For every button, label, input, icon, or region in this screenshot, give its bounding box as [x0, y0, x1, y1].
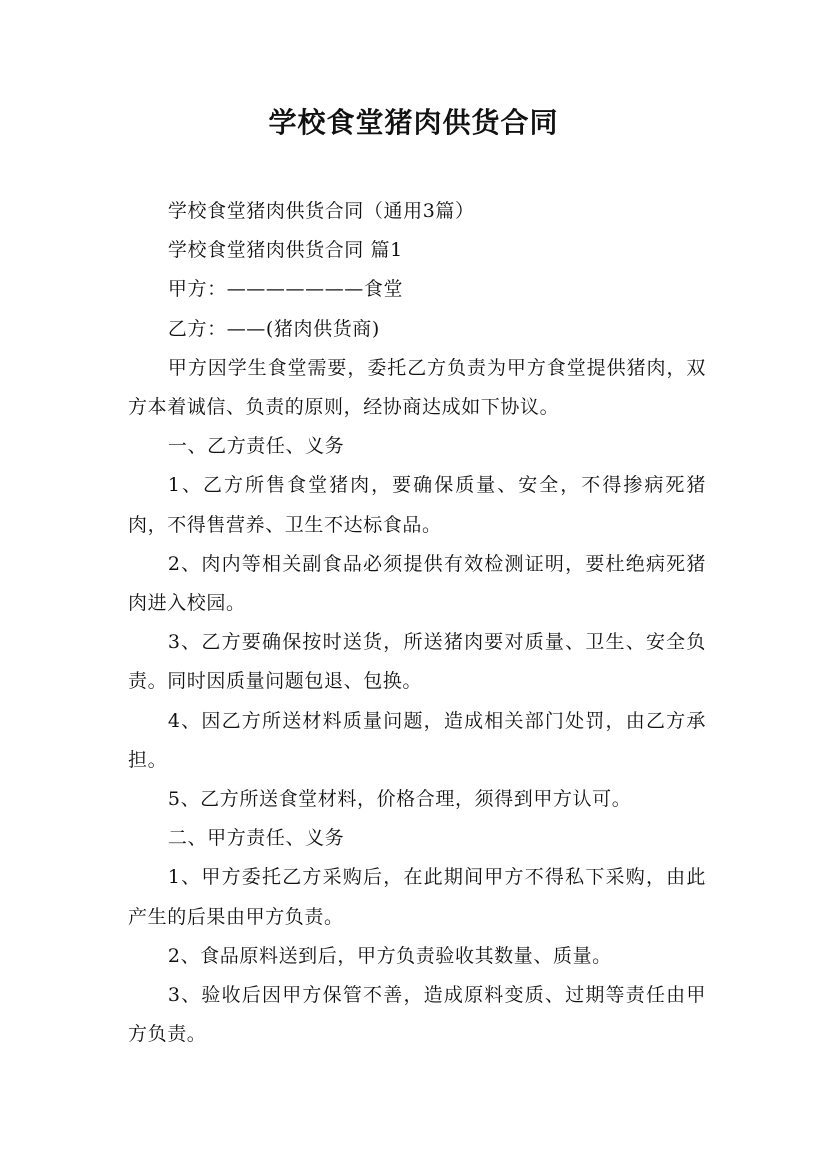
- paragraph-section-title: 学校食堂猪肉供货合同 篇1: [167, 239, 403, 262]
- paragraph-clause: 3、乙方要确保按时送货，所送猪肉要对质量、卫生、安全负责。同时因质量问题包退、包换。: [128, 631, 706, 693]
- paragraph-clause: 5、乙方所送食堂材料，价格合理，须得到甲方认可。: [167, 788, 632, 811]
- document-body: [128, 192, 706, 1054]
- paragraph-clause: 2、食品原料送到后，甲方负责验收其数量、质量。: [167, 944, 612, 967]
- paragraph-clause: 3、验收后因甲方保管不善，造成原料变质、过期等责任由甲方负责。: [128, 984, 706, 1046]
- paragraph-intro: 甲方因学生食堂需要，委托乙方负责为甲方食堂提供猪肉，双方本着诚信、负责的原则，经协商达成如下协议。: [128, 356, 706, 419]
- paragraph-party-a: 甲方：———————食堂: [167, 278, 404, 301]
- paragraph-clause: 1、甲方委托乙方采购后，在此期间甲方不得私下采购，由此产生的后果由甲方负责。: [128, 866, 706, 928]
- paragraph-clause: 2、肉内等相关副食品必须提供有效检测证明，要杜绝病死猪肉进入校园。: [128, 552, 706, 615]
- paragraph-party-a-duties-heading: 二、甲方责任、义务: [167, 827, 345, 850]
- paragraph-party-b-duties-heading: 一、乙方责任、义务: [167, 435, 345, 458]
- paragraph-party-b: 乙方：——(猪肉供货商): [167, 317, 380, 340]
- paragraph-heading: 学校食堂猪肉供货合同（通用3篇）: [167, 200, 475, 222]
- document-title: 学校食堂猪肉供货合同: [268, 106, 559, 139]
- paragraph-clause: 4、因乙方所送材料质量问题，造成相关部门处罚，由乙方承担。: [128, 709, 706, 771]
- paragraph-clause: 1、乙方所售食堂猪肉，要确保质量、安全，不得掺病死猪肉，不得售营养、卫生不达标食品。: [128, 474, 706, 536]
